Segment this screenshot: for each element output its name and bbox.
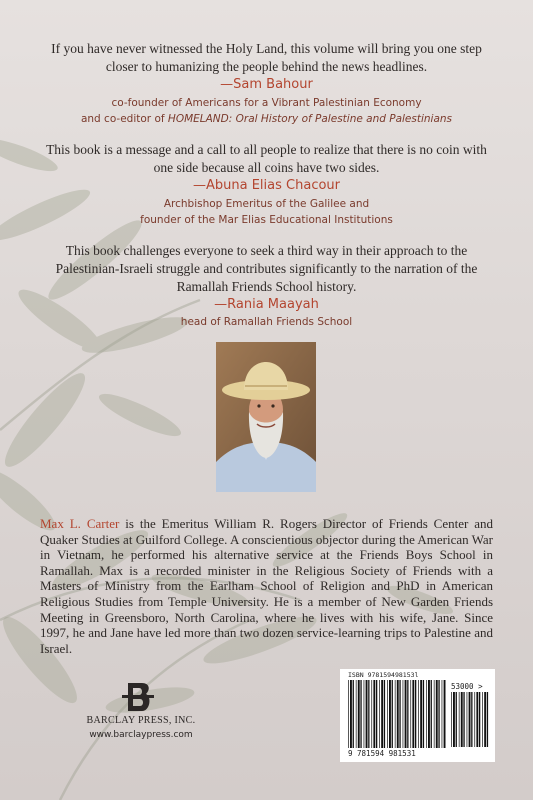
barcode-bar [451,692,452,747]
blurb-1-affiliation-line1: co-founder of Americans for a Vibrant Palestinian Economy [111,97,422,109]
barcode-bars [348,680,446,748]
barcode-bar [474,692,475,747]
publisher-name: BARCLAY PRESS, INC. [86,715,196,726]
blurb-2-affiliation-line1: Archbishop Emeritus of the Galilee and [163,198,370,210]
barcode-bar [461,692,463,747]
barcode-bar [418,680,419,748]
author-bio-text: is the Emeritus William R. Rogers Director of Friends Center and Quaker Studies at Guilford College. A conscientious objector during the American War in Vietnam, he performed his alternative service at the Friends Boys School in Ramallah. Max is a recorded minister in the Religious Society of Friends with a Masters of Ministry from the Earlham School of Religion and PhD in American Religious Studies from Temple University. He is a member of New Garden Friends Meeting in Greensboro, North Carolina, where he lives with his wife, Jane. Since 1997, he and Jane have led more than two dozen service-learning trips to Palestine and Israel. [40,516,493,656]
barcode-bar [353,680,354,748]
barcode-bar [459,692,460,747]
barcode-bar [356,680,357,748]
barcode-bar [476,692,478,747]
blurb-2-author: —Abuna Elias Chacour [193,178,340,193]
ean-number: 9 781594 981531 [348,749,416,758]
barcode-bar [392,680,393,748]
barcode-bar [368,680,369,748]
barcode-bar [373,680,375,748]
addon-barcode-bars [451,692,489,747]
blurb-1-author: —Sam Bahour [220,77,313,92]
barcode-bar [442,680,443,748]
barcode-bar [364,680,365,748]
barcode-bar [397,680,399,748]
barcode-bar [407,680,408,748]
barcode-bar [376,680,377,748]
barcode-bar [479,692,480,747]
barcode-bar [412,680,414,748]
barcode-bar [482,692,483,747]
barcode-bar [410,680,411,748]
blurb-1-affiliation-line2: and co-editor of HOMELAND: Oral History of Palestine and Palestinians [80,113,453,125]
barcode-bar [428,680,430,748]
isbn-barcode [340,669,495,762]
barcode-bar [389,680,391,748]
barcode-bar [467,692,468,747]
author-portrait-photo [216,342,316,492]
barcode-bar [387,680,388,748]
price-code: 53000 > [451,682,483,691]
barcode-bar [405,680,407,748]
blurb-3-author: —Rania Maayah [214,297,319,312]
barcode-bar [487,692,488,747]
barcode-bar [395,680,396,748]
barclay-press-b-logo [118,682,158,712]
barcode-bar [384,680,385,748]
barcode-bar [403,680,404,748]
barcode-bar [399,680,400,748]
isbn-label: ISBN 978159498153l [348,671,419,679]
barcode-bar [348,680,349,748]
barcode-bar [463,692,464,747]
barcode-bar [379,680,380,748]
barcode-bar [423,680,424,748]
blurb-2-affiliation-line2: founder of the Mar Elias Educational Institutions [140,214,393,226]
blurb-2-text: This book is a message and a call to all people to realize that there is no coin with one side because all coins have two sides. [46,142,487,175]
blurb-3-affiliation-line1: head of Ramallah Friends School [180,316,353,328]
barcode-bar [431,680,432,748]
publisher-website: www.barclaypress.com [89,730,193,740]
barcode-bar [444,680,446,748]
barcode-bar [415,680,416,748]
barcode-bar [426,680,427,748]
author-bio [40,516,493,656]
barcode-bar [350,680,352,748]
barcode-bar [360,680,361,748]
barcode-bar [381,680,383,748]
barcode-bar [371,680,372,748]
barcode-bar [456,692,457,747]
barcode-bar [471,692,472,747]
barcode-bar [434,680,435,748]
blurb-3-text: This book challenges everyone to seek a third way in their approach to the Palestinian-Israeli struggle and contributes significantly to the narration of the Ramallah Friends School history. [55,243,478,294]
barcode-bar [358,680,360,748]
blurb-1-text: If you have never witnessed the Holy Land, this volume will bring you one step closer to humanizing the people behind the news headlines. [51,41,482,74]
barcode-bar [436,680,438,748]
barcode-bar [453,692,455,747]
barcode-bar [484,692,486,747]
barcode-bar [420,680,422,748]
author-bio-name: Max L. Carter [40,516,120,531]
barcode-bar [438,680,439,748]
barcode-bar [469,692,471,747]
barcode-bar [366,680,368,748]
